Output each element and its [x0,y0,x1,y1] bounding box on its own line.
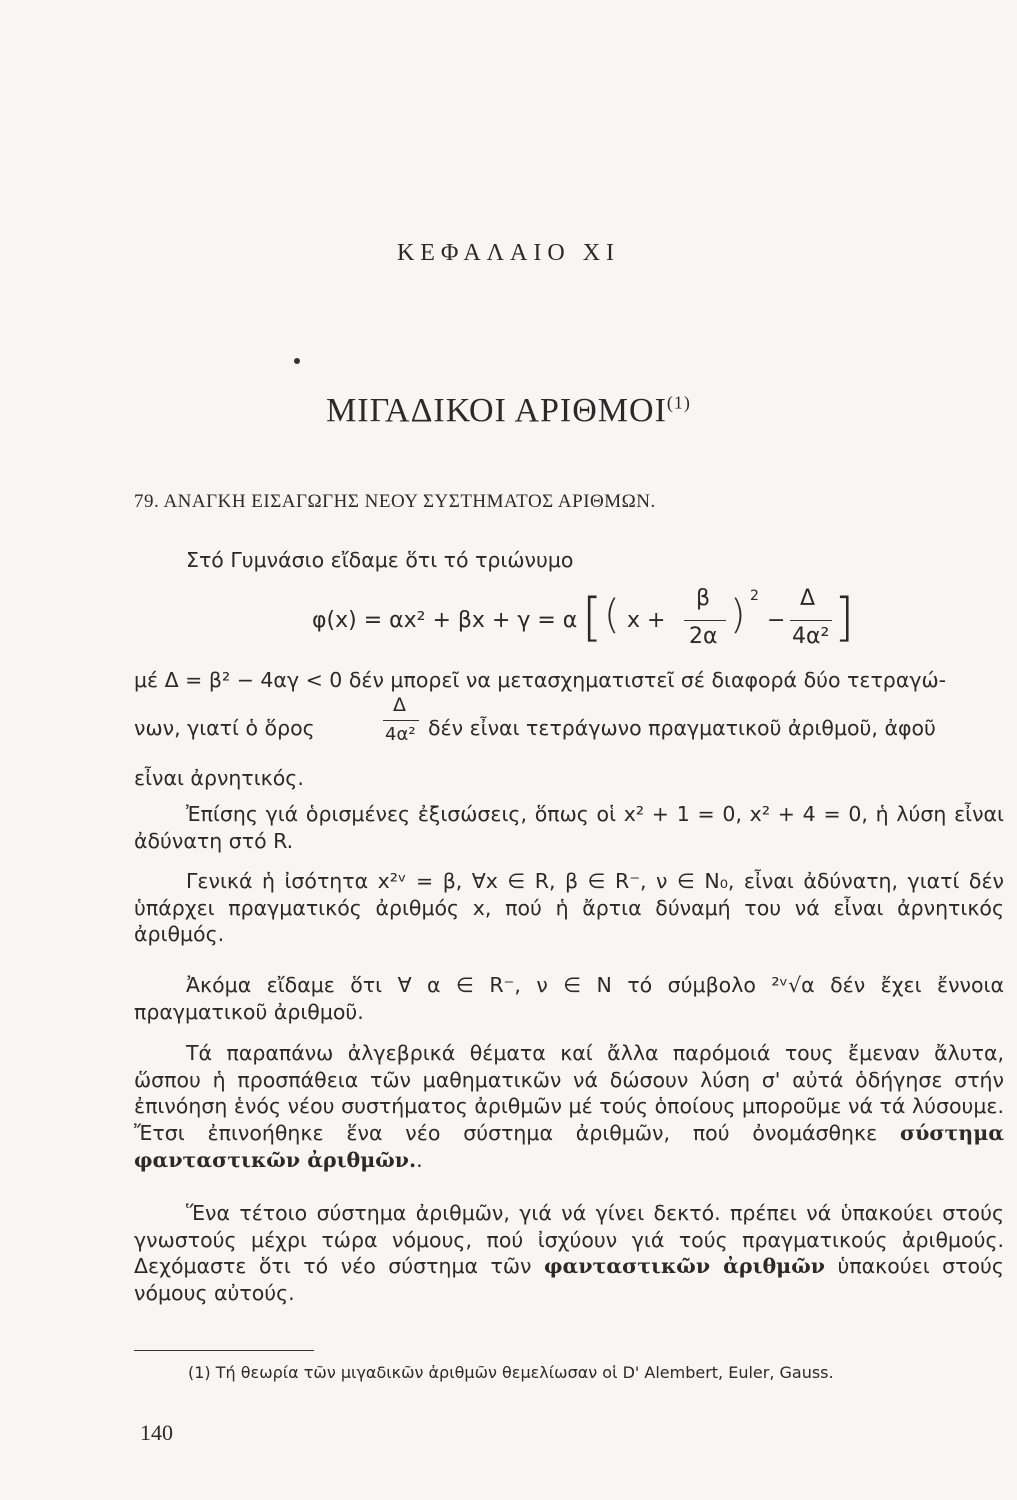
inline-fraction-den: 4α² [385,724,416,745]
paragraph-delta-line2a: νων, γιατί ὁ ὅρος [134,716,315,740]
section-heading: 79. ΑΝΑΓΚΗ ΕΙΣΑΓΩΓΗΣ ΝΕΟΥ ΣΥΣΤΗΜΑΤΟΣ ΑΡΙΘΜΩΝ. [134,491,656,512]
decorative-dot [294,358,300,364]
left-bracket: [ [582,588,603,648]
imaginary-system-term: σύστημα φανταστικῶν ἀριθμῶν. [134,1120,1004,1172]
inline-fraction-bar [383,720,419,721]
title-footnote-marker: (1) [666,392,691,413]
formula-two-alpha: 2α [689,624,718,649]
formula-delta: Δ [800,586,816,611]
page-title [0,392,1017,430]
page-number: 140 [140,1420,173,1445]
formula-x-plus: x + [627,608,666,633]
paragraph-intro: Στό Γυμνάσιο εἴδαμε ὅτι τό τριώνυμο [186,548,574,572]
history-text: Τά παραπάνω ἀλγεβρικά θέματα καί ἄλλα παρόμοιά τους ἔμεναν ἄλυτα, ὥσπου ἡ προσπάθεια τῶν μαθηματικῶν νά δώσουν λύση σ' αὐτά ὁδήγησε στήν ἐπινόηση ἑνός νέου συστήματος ἀριθμῶν μέ τούς ὁποίους μποροῦμε νά τά λύσουμε. Ἔτσι ἐπινοήθηκε ἕνα νέο σύστημα ἀριθμῶν, πού ὀνομάσθηκε [134,1041,1004,1145]
paragraph-general: Γενικά ἡ ἰσότητα x²ᵛ = β, ∀x ∈ R, β ∈ R⁻, ν ∈ N₀, εἶναι ἀδύνατη, γιατί δέν ὑπάρχει πραγματικός ἀριθμός x, πού ἡ ἄρτια δύναμή του νά εἶναι ἀρνητικός ἀριθμός. [134,869,1004,947]
imaginary-numbers-term: φανταστικῶν ἀριθμῶν [544,1254,825,1279]
left-paren: ( [604,592,620,638]
fraction-bar [790,620,832,621]
formula-square-exponent: 2 [750,588,759,604]
inline-fraction-num: Δ [393,694,406,716]
paragraph-laws [134,1200,1004,1307]
right-paren: ) [730,592,746,638]
right-bracket: ] [834,588,855,648]
title-text: ΜΙΓΑΔΙΚΟΙ ΑΡΙΘΜΟΙ [326,392,667,429]
formula-lhs: φ(x) = αx² + βx + γ = α [312,608,578,633]
formula-minus: − [767,608,786,633]
history-end: . [416,1147,423,1172]
paragraph-delta-line3: εἶναι ἀρνητικός. [134,766,304,790]
formula-trinomial [312,584,872,654]
paragraph-history [134,1040,1004,1173]
fraction-bar [684,620,726,621]
chapter-heading: ΚΕΦΑΛΑΙΟ XI [396,240,621,266]
paragraph-delta-line1: μέ Δ = β² − 4αγ < 0 δέν μπορεῖ να μετασχηματιστεῖ σέ διαφορά δύο τετραγώ- [134,668,947,692]
formula-four-alpha-sq: 4α² [792,624,830,649]
laws-text: Ἕνα τέτοιο σύστημα ἀριθμῶν, γιά νά γίνει δεκτό. πρέπει νά ὑπακούει στούς γνωστούς μέχρι τώρα νόμους, πού ἰσχύουν γιά τούς πραγματικούς ἀριθμούς. Δεχόμαστε ὅτι τό νέο σύστημα τῶν [134,1201,1004,1279]
paragraph-root-symbol: Ἀκόμα εἴδαμε ὅτι ∀ α ∈ R⁻, ν ∈ N τό σύμβολο ²ᵛ√α δέν ἔχει ἔννοια πραγματικοῦ ἀριθμοῦ. [134,973,1004,1024]
laws-end: ὑπακούει στούς νόμους αὐτούς. [134,1254,1004,1305]
footnote: (1) Τή θεωρία τῶν μιγαδικῶν ἀριθμῶν θεμελίωσαν οἱ D' Alembert, Euler, Gauss. [188,1363,834,1382]
formula-beta: β [696,586,711,611]
paragraph-delta-line2b: δέν εἶναι τετράγωνο πραγματικοῦ ἀριθμοῦ, ἀφοῦ [428,716,936,740]
footnote-rule [134,1350,314,1351]
paragraph-equations: Ἐπίσης γιά ὁρισμένες ἐξισώσεις, ὅπως οἱ x² + 1 = 0, x² + 4 = 0, ἡ λύση εἶναι ἀδύνατη στό R. [134,802,1004,853]
